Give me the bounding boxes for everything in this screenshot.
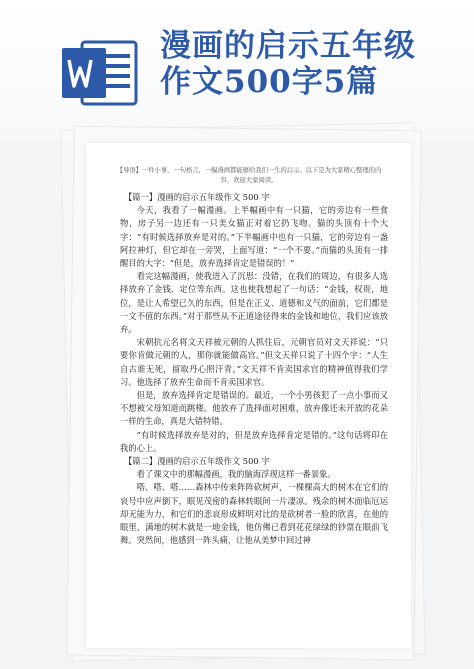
body-paragraph: “有时候选择放弃是对的，但是放弃选择肯定是错的。”这句话将印在我的心上。 [120, 429, 388, 453]
page-title-line-1: 漫画的启示五年级 [160, 28, 416, 64]
body-paragraph: 宋朝抗元名将文天祥被元朝的人抓住后，元朝官员对文天祥说：“只要你肯做元朝的人，那你就能做高官。”但文天祥只说了十四个字：“人生自古谁无死，留取丹心照汗青。”文天祥不肯卖国求官的精神值得我们学习。他选择了放弃生命而不肯卖国求官。 [120, 337, 388, 387]
body-paragraph: 今天，我看了一幅漫画。上半幅画中有一只猫，它的旁边有一些食物，房子另一边还有一只美女猫正对着它扔飞吻。猫的头顶有十个大字：“有时候选择放弃是对的。”下半幅画中也有一只猫，它的旁边有一盏阿拉神灯，但它却在一旁哭，上面写道：“一个不要。”而猫的头顶有一排醒目的大字：“但是，放弃选择肯定是错误的！” [120, 205, 388, 269]
page-title-line-2: 作文500字5篇 [160, 64, 379, 100]
guide-text: 【导语】一件小事，一句格言，一幅漫画都能够给我们一生的启示。以下是为大家精心整理的内容，欢迎大家阅读。 [116, 167, 382, 184]
body-paragraph: 但是，放弃选择肯定是错误的。最近，一个小男孩犯了一点小事而又不想被父母知道而跳楼。他放弃了选择面对困难，放弃像还未开放的花朵一样的生命，真是大错特错。 [120, 390, 388, 427]
section-heading: 【篇二】漫画的启示五年级作文 500 字 [124, 456, 270, 467]
document-body [120, 191, 388, 547]
section-heading: 【篇一】漫画的启示五年级作文 500 字 [124, 192, 270, 202]
word-document-icon [60, 38, 138, 108]
body-paragraph: 看完这幅漫画，使我进入了沉思：没错，在我们的周边，有很多人选择放弃了金钱、定位等东西。这也使我想起了一句话：“金钱，权贵，地位，是让人希望已久的东西，但是在正义、道德和义气的面前，它们都是一文不值的东西。”对于那些从不正道途径得来的金钱和地位，我们应该放弃。 [120, 271, 388, 335]
header-banner [0, 0, 474, 140]
body-paragraph: 看了课文中的那幅漫画，我的脑海浮现这样一番景象。 [136, 469, 336, 480]
body-paragraph: 嗒、嗒、嗒……森林中传来阵阵砍树声，一棵棵高大的树木在它们的哀号中应声倒下，眼见茂密的森林转眼间一片凄凉。残余的树木面临厄运却无能为力，和它们的悲哀形成鲜明对比的是砍树者一脸的欣喜，在他的眼里，满地的树木就是一地金钱，他仿佛已看到花花绿绿的钞票在眼前飞舞。突然间，他感到一阵头痛，让他从美梦中回过神 [120, 482, 388, 546]
document-page [86, 143, 411, 648]
